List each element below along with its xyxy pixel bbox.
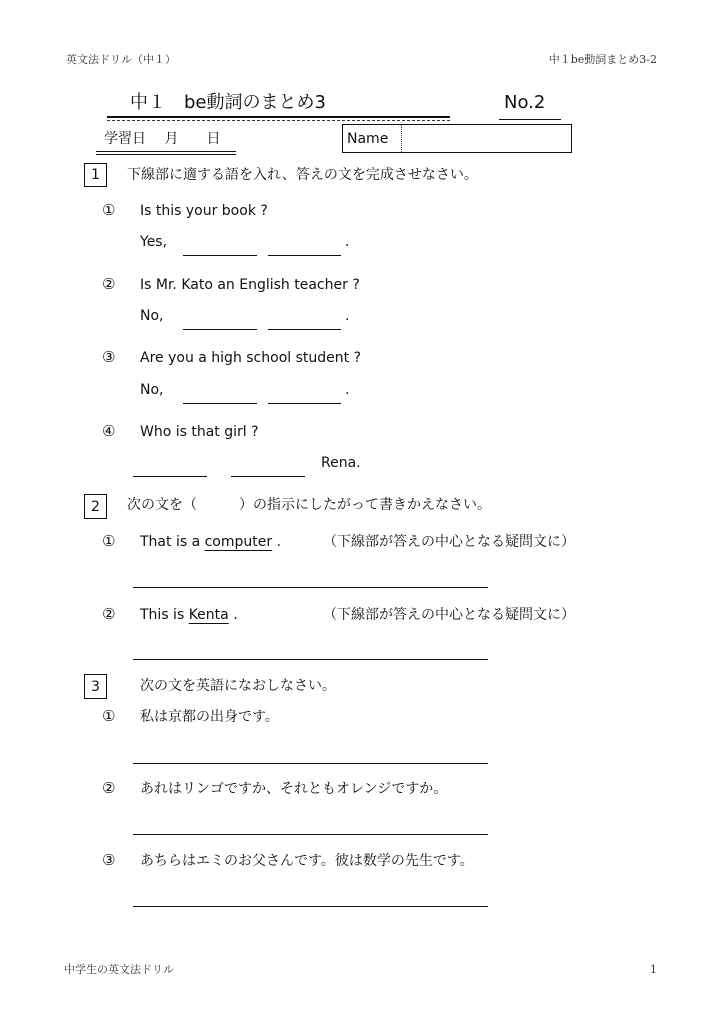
answer-blank[interactable] (268, 403, 341, 404)
item-mark: ② (102, 275, 116, 293)
question-text: Is Mr. Kato an English teacher ? (140, 277, 360, 293)
period: . (345, 234, 350, 250)
answer-blank[interactable] (183, 255, 257, 256)
answer-line[interactable] (133, 587, 488, 588)
answer-prefix: No, (140, 382, 164, 398)
item-mark: ③ (102, 851, 116, 869)
page-title: 中１ be動詞のまとめ3 (130, 92, 326, 113)
item-mark: ① (102, 532, 116, 550)
name-label: Name (347, 131, 389, 147)
section-2-number: 2 (84, 494, 107, 519)
item-mark: ③ (102, 348, 116, 366)
period: . (345, 308, 350, 324)
answer-prefix: No, (140, 308, 164, 324)
answer-line[interactable] (133, 763, 488, 764)
item-mark: ② (102, 605, 116, 623)
sentence: あれはリンゴですか、それともオレンジですか。 (140, 781, 448, 797)
header-left: 英文法ドリル（中１） (66, 53, 176, 66)
answer-line[interactable] (133, 906, 488, 907)
sentence: 私は京都の出身です。 (140, 709, 279, 725)
sheet-number: No.2 (504, 92, 546, 113)
answer-line[interactable] (133, 834, 488, 835)
footer-left: 中学生の英文法ドリル (64, 963, 174, 976)
answer-prefix: Yes, (140, 234, 168, 250)
question-text: Is this your book ? (140, 203, 268, 219)
item-mark: ① (102, 201, 116, 219)
item-mark: ④ (102, 422, 116, 440)
section-2-instruction: 次の文を（ ）の指示にしたがって書きかえなさい。 (127, 497, 491, 513)
section-1-instruction: 下線部に適する語を入れ、答えの文を完成させなさい。 (127, 167, 478, 183)
answer-blank[interactable] (183, 403, 257, 404)
answer-blank[interactable] (268, 329, 341, 330)
study-date-label: 学習日 月 日 (104, 131, 221, 147)
underlined-word: computer (204, 534, 273, 550)
hint: （下線部が答えの中心となる疑問文に） (323, 534, 575, 550)
section-3-number: 3 (84, 674, 107, 699)
underlined-word: Kenta (188, 607, 229, 623)
answer-blank[interactable] (231, 476, 305, 477)
answer-suffix: Rena. (321, 455, 361, 471)
section-1-number: 1 (84, 163, 107, 187)
question-text: Who is that girl ? (140, 424, 259, 440)
page-number: 1 (650, 963, 657, 976)
item-mark: ① (102, 707, 116, 725)
answer-blank[interactable] (183, 329, 257, 330)
sentence: あちらはエミのお父さんです。彼は数学の先生です。 (140, 853, 474, 869)
section-3-instruction: 次の文を英語になおしなさい。 (140, 678, 336, 694)
answer-line[interactable] (133, 659, 488, 660)
item-mark: ② (102, 779, 116, 797)
name-field[interactable] (342, 124, 572, 153)
answer-blank[interactable] (133, 476, 207, 477)
hint: （下線部が答えの中心となる疑問文に） (323, 607, 575, 623)
sentence: This is Kenta . (140, 607, 238, 623)
period: . (345, 382, 350, 398)
header-right: 中１be動詞まとめ3-2 (548, 53, 657, 66)
answer-blank[interactable] (268, 255, 341, 256)
sentence: That is a computer . (140, 534, 282, 550)
question-text: Are you a high school student ? (140, 350, 361, 366)
